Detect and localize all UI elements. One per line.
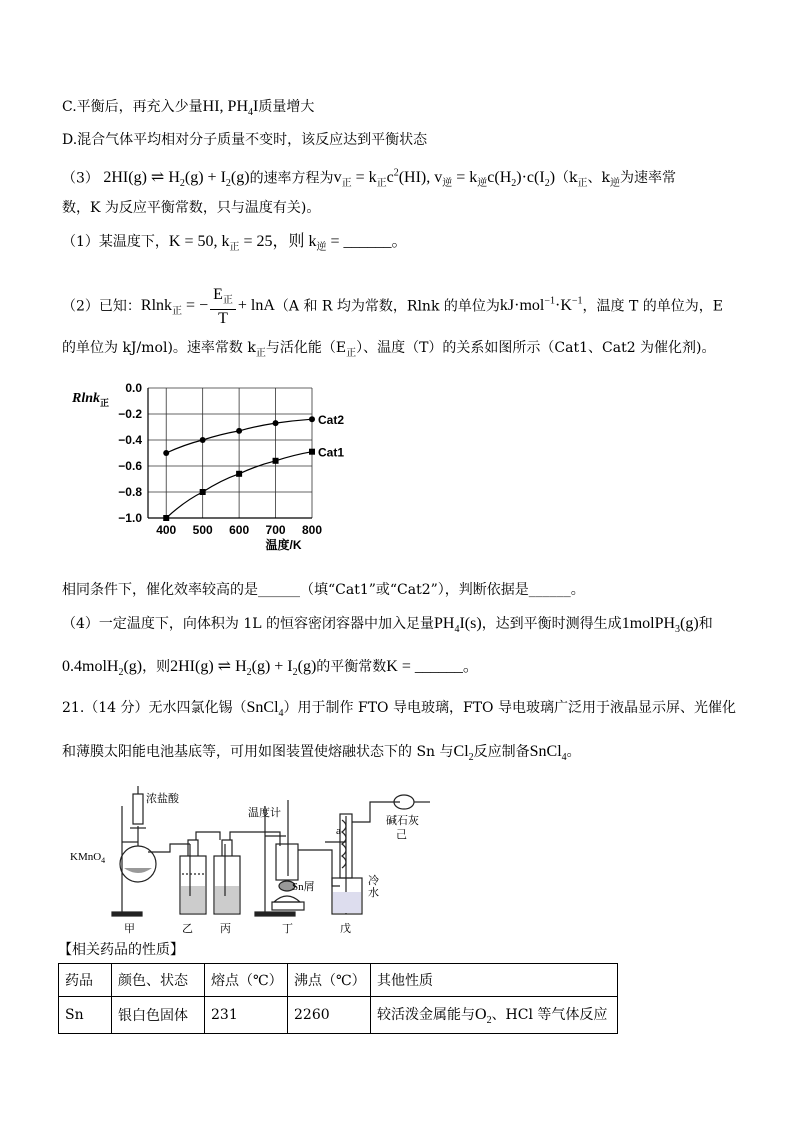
y-tick-label: −0.8 [118, 485, 142, 499]
label-kmno4: KMnO$_4$ [70, 851, 106, 865]
chart-grid [148, 388, 312, 518]
q4-ph3: 1molPH$_3$(g) [621, 615, 699, 636]
y-axis-title: Rlnk$_正$ [72, 391, 110, 408]
data-point-cat2 [200, 437, 206, 443]
data-point-cat1 [236, 471, 242, 477]
data-point-cat1 [200, 489, 206, 495]
q4-line2-c: ，则 [142, 659, 171, 675]
q3-part2-text1: （A 和 R 均为常数，Rlnk 的单位为 [274, 298, 500, 315]
legend-cat1: Cat1 [318, 445, 345, 460]
equilibrium-arrow-icon: ⇌ [150, 169, 165, 187]
label-yi: 乙 [182, 923, 193, 934]
q21-line2-b: 反应制备 [473, 744, 530, 760]
q3-line1 [62, 164, 676, 195]
fraction: $\frac{E_正}{T}$ [210, 286, 236, 327]
option-c [62, 97, 314, 123]
data-point-cat1 [163, 515, 169, 521]
y-tick-label: −0.6 [118, 459, 142, 473]
q3-part2-line2-a: 的单位为 kJ/mol)。速率常数 k [62, 340, 256, 356]
x-tick-label: 500 [192, 523, 213, 537]
q21-line1 [62, 698, 736, 724]
x-tick-label: 800 [301, 523, 323, 537]
table-cell: 较活泼金属能与$O_2$、HCl 等气体反应 [371, 997, 618, 1034]
q4-line1-b: ，达到平衡时测得生成 [481, 616, 622, 632]
data-point-cat2 [163, 450, 169, 456]
apparatus-jia [112, 786, 190, 916]
option-d [62, 130, 427, 150]
q3-part2-line2-c: ）、温度（T）的关系如图所示（Cat1、Cat2 为催化剂)。 [356, 340, 716, 356]
q3-part2-line1 [62, 286, 723, 327]
data-point-cat2 [236, 428, 242, 434]
option-c-text: C.平衡后，再充入少量 [62, 99, 203, 115]
chart-axes [148, 388, 312, 518]
q3-part2-line2-b: 与活化能（E [265, 340, 347, 356]
q3-label: （3） [62, 170, 99, 187]
data-point-cat2 [273, 420, 279, 426]
rlnk-temperature-chart [60, 372, 360, 572]
q4-ph4i: $PH_4I(s)$ [434, 615, 482, 636]
option-c-formula: HI, $PH_4I$ [202, 98, 259, 119]
q3-part3 [62, 580, 585, 600]
q3-part2-unit: $kJ\cdot mol^{-1}\cdot K^{-1}$ [499, 295, 583, 315]
label-ji: 己 [396, 829, 407, 841]
legend-cat2: Cat2 [318, 413, 345, 428]
table-header: 沸点（℃） [288, 964, 371, 997]
q3-part2-formula: Rlnk$_正$ = − $\frac{E_正}{T}$ + lnA [140, 286, 275, 328]
data-point-cat2 [309, 416, 315, 422]
apparatus-bing [214, 832, 280, 914]
table-header: 颜色、状态 [112, 964, 205, 997]
q3-reaction: 2HI(g) ⇌ $H_2(g) + I_2(g)$ [103, 169, 250, 190]
q4-line1-c: 和 [698, 616, 713, 632]
q21-line1-a: 21.（14 分）无水四氯化锡（ [62, 700, 247, 716]
table-cell: Sn [59, 997, 112, 1034]
label-cold-2: 水 [368, 887, 379, 899]
q4-line1 [62, 614, 713, 640]
q3-rate-equation: $v_正 = k_正c^2(HI)$, $v_逆 = k_逆c(H_2)\cdot c(I_2)$ [333, 168, 556, 190]
q4-h2: 0.4molH$_2$(g) [62, 658, 143, 679]
x-tick-label: 700 [265, 523, 286, 537]
x-tick-label: 600 [229, 523, 250, 537]
label-hcl: 浓盐酸 [146, 793, 179, 805]
q4-line2-e: K = ______。 [386, 658, 479, 675]
q3-sub1-expr: K = 50, $k_正 = 25$，则 $k_逆$ = ______。 [168, 233, 408, 254]
q3-rate-text: 的速率方程为 [249, 170, 334, 187]
q21-line2 [62, 742, 581, 768]
x-axis-title: 温度/K [265, 538, 302, 552]
q21-sncl4-b: SnCl$_4$ [529, 743, 567, 764]
q4-line2 [62, 657, 479, 683]
q4-line1-a: （4）一定温度下，向体积为 1L 的恒容密闭容器中加入足量 [62, 616, 435, 632]
x-tick-label: 400 [156, 523, 177, 537]
properties-table [58, 963, 618, 1034]
equilibrium-arrow-icon: ⇌ [217, 658, 232, 675]
option-c-tail: 质量增大 [258, 99, 315, 115]
label-bing: 丙 [220, 923, 231, 934]
q3-tail: （$k_正$、$k_逆$为速率常 [555, 170, 676, 190]
q3-part2-text2: ，温度 T 的单位为，E [582, 298, 723, 315]
label-wu: 戊 [340, 923, 351, 934]
table-header: 熔点（℃） [205, 964, 288, 997]
table-cell: 231 [205, 997, 288, 1034]
label-ding: 丁 [282, 923, 293, 934]
data-point-cat1 [273, 458, 279, 464]
y-tick-label: −1.0 [118, 511, 142, 525]
apparatus-diagram [70, 786, 440, 934]
table-cell: 2260 [288, 997, 371, 1034]
q3-part2-prefix: （2）已知： [62, 298, 141, 315]
table-cell: 银白色固体 [112, 997, 205, 1034]
table-header-row [59, 964, 618, 997]
chart-labels [71, 381, 344, 552]
label-thermometer: 温度计 [248, 807, 281, 819]
q3-sub1 [62, 232, 408, 258]
label-cold-1: 冷 [368, 875, 379, 887]
q21-sncl4: SnCl$_4$ [246, 699, 284, 720]
label-a: a [336, 825, 341, 837]
table-title-text: 【相关药品的性质】 [58, 942, 184, 958]
q4-reaction: 2HI(g) ⇌ $H_2(g) + I_2(g)$ [170, 658, 317, 679]
label-sn: Sn屑 [292, 881, 315, 893]
table-header: 其他性质 [371, 964, 618, 997]
y-tick-label: −0.4 [118, 433, 142, 447]
label-jia: 甲 [124, 923, 135, 934]
q3-sub1-label: （1）某温度下， [62, 234, 169, 250]
q3-line2 [62, 198, 320, 218]
option-d-text: D.混合气体平均相对分子质量不变时，该反应达到平衡状态 [62, 132, 428, 148]
q3-line2-text: 数，K 为反应平衡常数，只与温度有关)。 [62, 200, 321, 216]
y-tick-label: 0.0 [125, 381, 142, 395]
table-header: 药品 [59, 964, 112, 997]
q21-line2-a: 和薄膜太阳能电池基底等，可用如图装置使熔融状态下的 Sn 与 [62, 744, 454, 760]
q21-cl2: $Cl_2$ [453, 743, 474, 764]
q4-line2-d: 的平衡常数 [316, 659, 387, 675]
q21-line1-b: ）用于制作 FTO 导电玻璃，FTO 导电玻璃广泛用于液晶显示屏、光催化 [283, 700, 736, 716]
y-tick-label: −0.2 [118, 407, 142, 421]
q3-part2-line2: 的单位为 kJ/mol)。速率常数 $k_正$与活化能$(E_正)$、温度（T）的关系如图所示（Cat1、Cat2 为催化剂)。 [62, 340, 716, 359]
q3-part3-text: 相同条件下，催化效率较高的是______（填“Cat1”或“Cat2”），判断依据是______。 [62, 582, 585, 598]
table-title [58, 940, 184, 960]
table-row [59, 997, 618, 1034]
q21-line2-c: 。 [566, 744, 581, 760]
label-soda-lime: 碱石灰 [386, 815, 419, 827]
data-point-cat1 [309, 449, 315, 455]
